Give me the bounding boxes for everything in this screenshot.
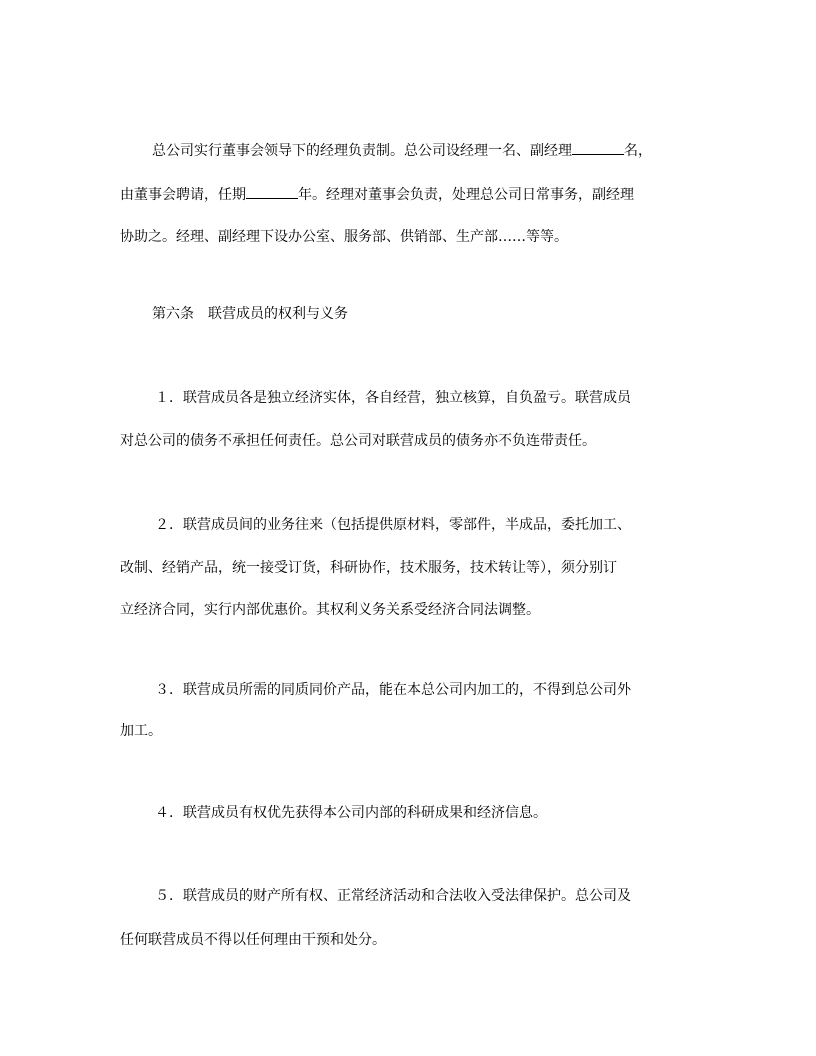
item-2-line-2: 改制、经销产品，统一接受订货，科研协作，技术服务，技术转让等），须分别订 — [120, 560, 617, 576]
item-2-line-3: 立经济合同，实行内部优惠价。其权利义务关系受经济合同法调整。 — [120, 602, 540, 618]
item-2-line-1: ２．联营成员间的业务往来（包括提供原材料，零部件，半成品，委托加工、 — [155, 517, 631, 533]
item-5-line-2: 任何联营成员不得以任何理由干预和处分。 — [120, 932, 386, 948]
paragraph-1-line-2 — [120, 184, 710, 204]
item-3-line-2: 加工。 — [120, 723, 162, 739]
article-heading: 第六条 联营成员的权利与义务 — [152, 306, 348, 322]
paragraph-1-text-d: 年。经理对董事会负责，处理总公司日常事务，副经理 — [298, 187, 634, 203]
item-3-line-1: ３．联营成员所需的同质同价产品，能在本总公司内加工的，不得到总公司外 — [155, 682, 631, 698]
paragraph-1-text-c: 由董事会聘请，任期 — [120, 187, 246, 203]
paragraph-1-text-a: 总公司实行董事会领导下的经理负责制。总公司设经理一名、副经理 — [152, 143, 572, 159]
item-1-line-2: 对总公司的债务不承担任何责任。总公司对联营成员的债务亦不负连带责任。 — [120, 433, 596, 449]
item-1-line-1: １．联营成员各是独立经济实体，各自经营，独立核算，自负盈亏。联营成员 — [155, 390, 631, 406]
paragraph-1-line-1 — [152, 140, 712, 160]
fill-in-blank-deputy-count[interactable] — [572, 140, 624, 155]
item-4-line-1: ４．联营成员有权优先获得本公司内部的科研成果和经济信息。 — [155, 805, 547, 821]
fill-in-blank-term-years[interactable] — [246, 184, 298, 199]
paragraph-1-text-b: 名， — [624, 143, 652, 159]
item-5-line-1: ５．联营成员的财产所有权、正常经济活动和合法收入受法律保护。总公司及 — [155, 888, 631, 904]
paragraph-1-line-3: 协助之。经理、副经理下设办公室、服务部、供销部、生产部……等等。 — [120, 229, 568, 245]
